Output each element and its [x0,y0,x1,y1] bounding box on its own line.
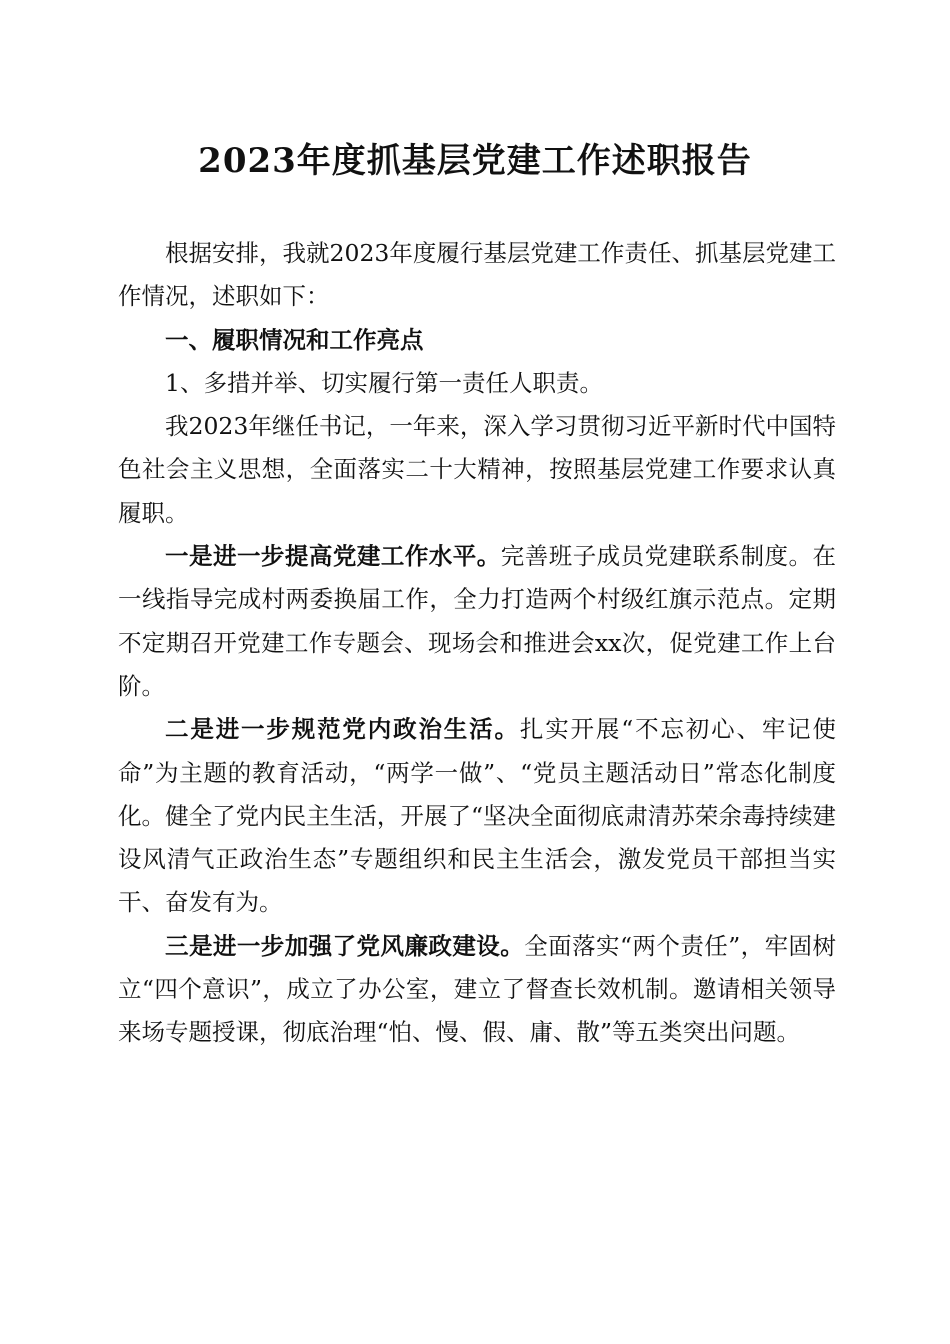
paragraph-2-body: 完善班子成员党建联系制度。在一线指导完成村两委换届工作，全力打造两个村级红旗示范点。定期不定期召开党建工作专题会、现场会和推进会xx次，促党建工作上台阶。 [118,542,837,700]
paragraph-4-lead: 三是进一步加强了党风廉政建设。 [165,931,525,960]
paragraph-1: 我2023年继任书记，一年来，深入学习贯彻习近平新时代中国特色社会主义思想，全面落实二十大精神，按照基层党建工作要求认真履职。 [118,412,836,527]
paragraph-2-lead: 一是进一步提高党建工作水平。 [165,542,501,571]
document-body [118,232,836,1055]
section-heading: 一、履职情况和工作亮点 [165,325,424,354]
paragraph-4 [118,925,836,1055]
paragraph-4-body: 全面落实“两个责任”，牢固树立“四个意识”，成立了办公室，建立了督查长效机制。邀请相关领导来场专题授课，彻底治理“怕、慢、假、庸、散”等五类突出问题。 [118,931,837,1047]
paragraph-2 [118,535,836,708]
page-title: 2023年度抓基层党建工作述职报告 [198,141,752,181]
intro-paragraph: 根据安排，我就2023年度履行基层党建工作责任、抓基层党建工作情况，述职如下： [118,239,836,311]
paragraph-3 [118,708,836,924]
item-heading: 1、多措并举、切实履行第一责任人职责。 [165,368,603,397]
paragraph-3-body: 扎实开展“不忘初心、牢记使命”为主题的教育活动，“两学一做”、“党员主题活动日”常态化制度化。健全了党内民主生活，开展了“坚决全面彻底肃清苏荣余毒持续建设风清气正政治生态”专题组织和民主生活会，激发党员干部担当实干、奋发有为。 [118,715,837,917]
paragraph-3-lead: 二是进一步规范党内政治生活。 [165,715,520,744]
